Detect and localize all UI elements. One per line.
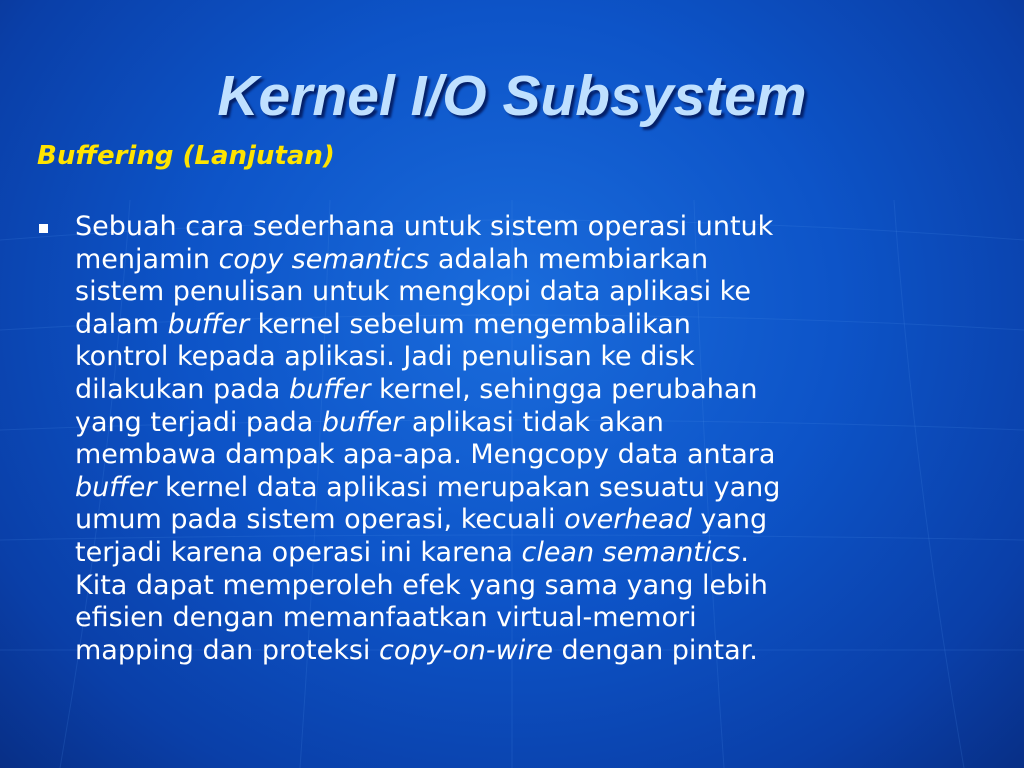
emphasized-term: copy-on-wire (379, 634, 553, 666)
paragraph-line (75, 309, 980, 342)
text-run: . (740, 536, 749, 568)
text-run: umum pada sistem operasi, kecuali (75, 504, 565, 536)
text-run: aplikasi tidak akan (403, 406, 664, 438)
text-run: membawa dampak apa-apa. Mengcopy data antara (75, 439, 776, 471)
emphasized-term: buffer (288, 373, 371, 405)
text-run: Sebuah cara sederhana untuk sistem operasi untuk (75, 211, 774, 242)
text-run: sistem penulisan untuk mengkopi data aplikasi ke (75, 276, 751, 308)
paragraph-line (75, 244, 980, 277)
paragraph-line (75, 472, 980, 505)
paragraph-line (75, 537, 980, 570)
paragraph-line (75, 407, 980, 440)
emphasized-term: buffer (167, 308, 250, 340)
paragraph-line (75, 635, 980, 668)
emphasized-term: clean semantics (521, 536, 741, 568)
paragraph-line (75, 276, 980, 309)
text-run: dalam (75, 308, 168, 340)
emphasized-term: overhead (564, 504, 692, 536)
paragraph-line (75, 374, 980, 407)
slide-title: Kernel I/O Subsystem (217, 64, 807, 128)
text-run: kontrol kepada aplikasi. Jadi penulisan ke disk (75, 341, 695, 373)
text-run: mapping dan proteksi (75, 634, 379, 666)
text-run: adalah membiarkan (429, 243, 709, 275)
text-run: kernel data aplikasi merupakan sesuatu yang (156, 471, 781, 503)
text-run: kernel sebelum mengembalikan (249, 308, 691, 340)
text-run: yang (691, 504, 768, 536)
section-subtitle: Buffering (Lanjutan) (37, 141, 335, 171)
paragraph-line (75, 341, 980, 374)
text-run: menjamin (75, 243, 219, 275)
text-run: efisien dengan memanfaatkan virtual-memori (75, 602, 697, 634)
text-run: dilakukan pada (75, 373, 289, 405)
paragraph-line (75, 439, 980, 472)
text-run: yang terjadi pada (75, 406, 322, 438)
paragraph-line (75, 602, 980, 635)
bullet-square-icon (39, 224, 48, 233)
text-run: Kita dapat memperoleh efek yang sama yang lebih (75, 569, 768, 601)
text-run: dengan pintar. (552, 634, 758, 666)
paragraph-line (75, 504, 980, 537)
paragraph-line (75, 570, 980, 603)
paragraph-line (75, 211, 980, 244)
emphasized-term: buffer (75, 471, 157, 503)
text-run: terjadi karena operasi ini karena (75, 536, 522, 568)
text-run: kernel, sehingga perubahan (370, 373, 758, 405)
bullet-paragraph (75, 211, 980, 667)
emphasized-term: buffer (321, 406, 404, 438)
emphasized-term: copy semantics (218, 243, 430, 275)
